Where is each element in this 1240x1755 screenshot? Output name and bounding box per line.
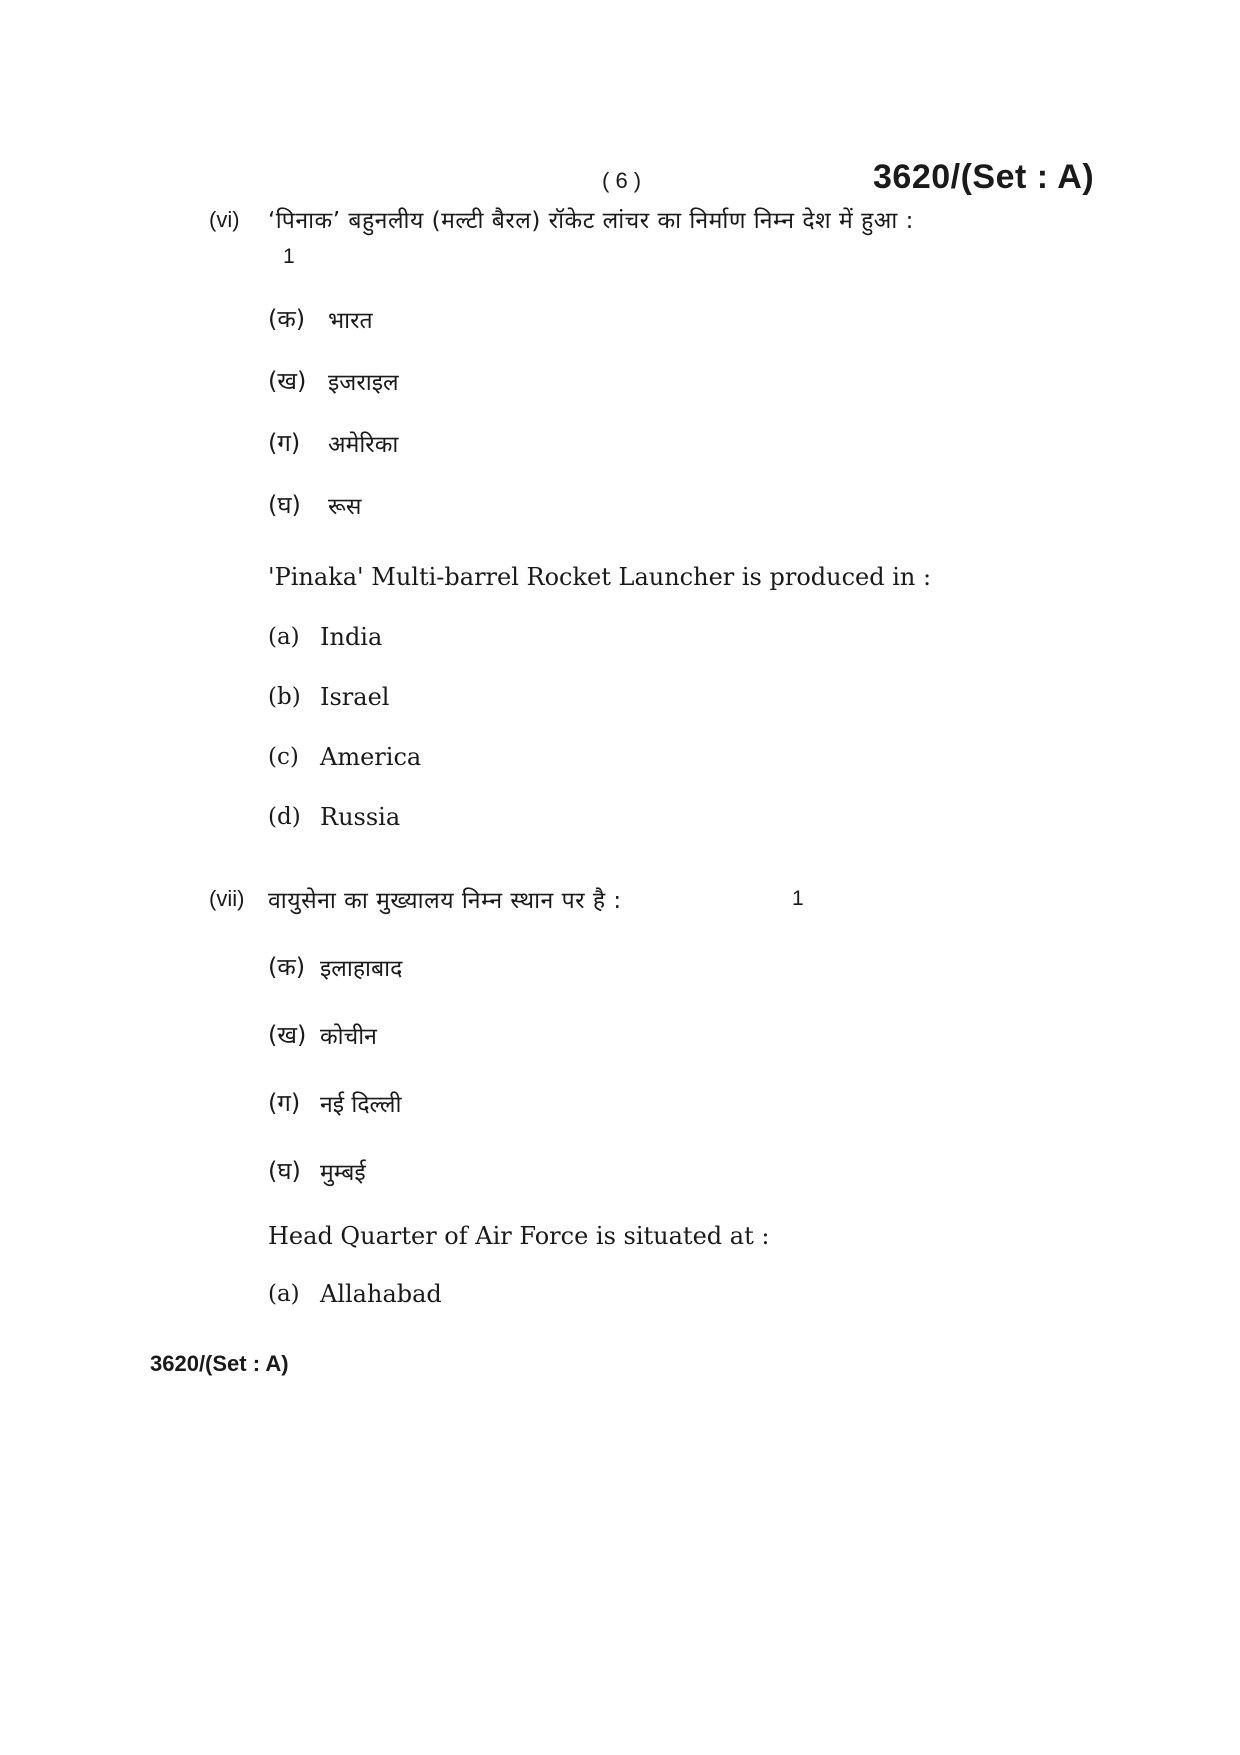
question-marks: 1 xyxy=(283,245,295,268)
question-text-hindi: ‘पिनाक’ बहुनलीय (मल्टी बैरल) रॉकेट लांचर का निर्माण निम्न देश में हुआ : xyxy=(268,208,914,234)
option-label: (c) xyxy=(268,744,299,770)
paper-code-header: 3620/(Set : A) xyxy=(873,158,1095,196)
option-label: (ग) xyxy=(268,429,301,457)
option-text: रूस xyxy=(328,494,362,520)
option-label: (घ) xyxy=(268,1157,301,1185)
option-text: Israel xyxy=(320,683,390,711)
option-text: India xyxy=(320,623,383,651)
question-text-english: Head Quarter of Air Force is situated at : xyxy=(268,1222,770,1250)
option-label: (d) xyxy=(268,804,301,830)
option-label: (घ) xyxy=(268,491,301,519)
option-text: Allahabad xyxy=(320,1280,442,1308)
question-text-english: 'Pinaka' Multi-barrel Rocket Launcher is produced in : xyxy=(268,563,932,591)
option-label: (a) xyxy=(268,624,300,650)
question-number: (vi) xyxy=(209,207,240,232)
question-number: (vii) xyxy=(209,886,245,911)
option-label: (ख) xyxy=(268,1021,307,1049)
option-text: भारत xyxy=(328,308,373,334)
option-text: इजराइल xyxy=(328,370,399,396)
page-number: ( 6 ) xyxy=(602,168,642,193)
option-label: (क) xyxy=(268,953,306,981)
option-label: (b) xyxy=(268,684,301,710)
option-label: (a) xyxy=(268,1281,300,1307)
option-label: (क) xyxy=(268,305,306,333)
option-text: America xyxy=(320,743,422,771)
option-text: नई दिल्ली xyxy=(320,1092,402,1118)
question-marks: 1 xyxy=(792,887,804,910)
option-label: (ग) xyxy=(268,1089,301,1117)
paper-code-footer: 3620/(Set : A) xyxy=(150,1351,289,1376)
option-text: इलाहाबाद xyxy=(320,956,403,982)
option-text: कोचीन xyxy=(320,1024,377,1050)
option-text: Russia xyxy=(320,803,401,831)
option-text: मुम्बई xyxy=(320,1160,366,1186)
option-label: (ख) xyxy=(268,367,307,395)
option-text: अमेरिका xyxy=(328,432,399,458)
question-text-hindi: वायुसेना का मुख्यालय निम्न स्थान पर है : xyxy=(268,888,622,914)
